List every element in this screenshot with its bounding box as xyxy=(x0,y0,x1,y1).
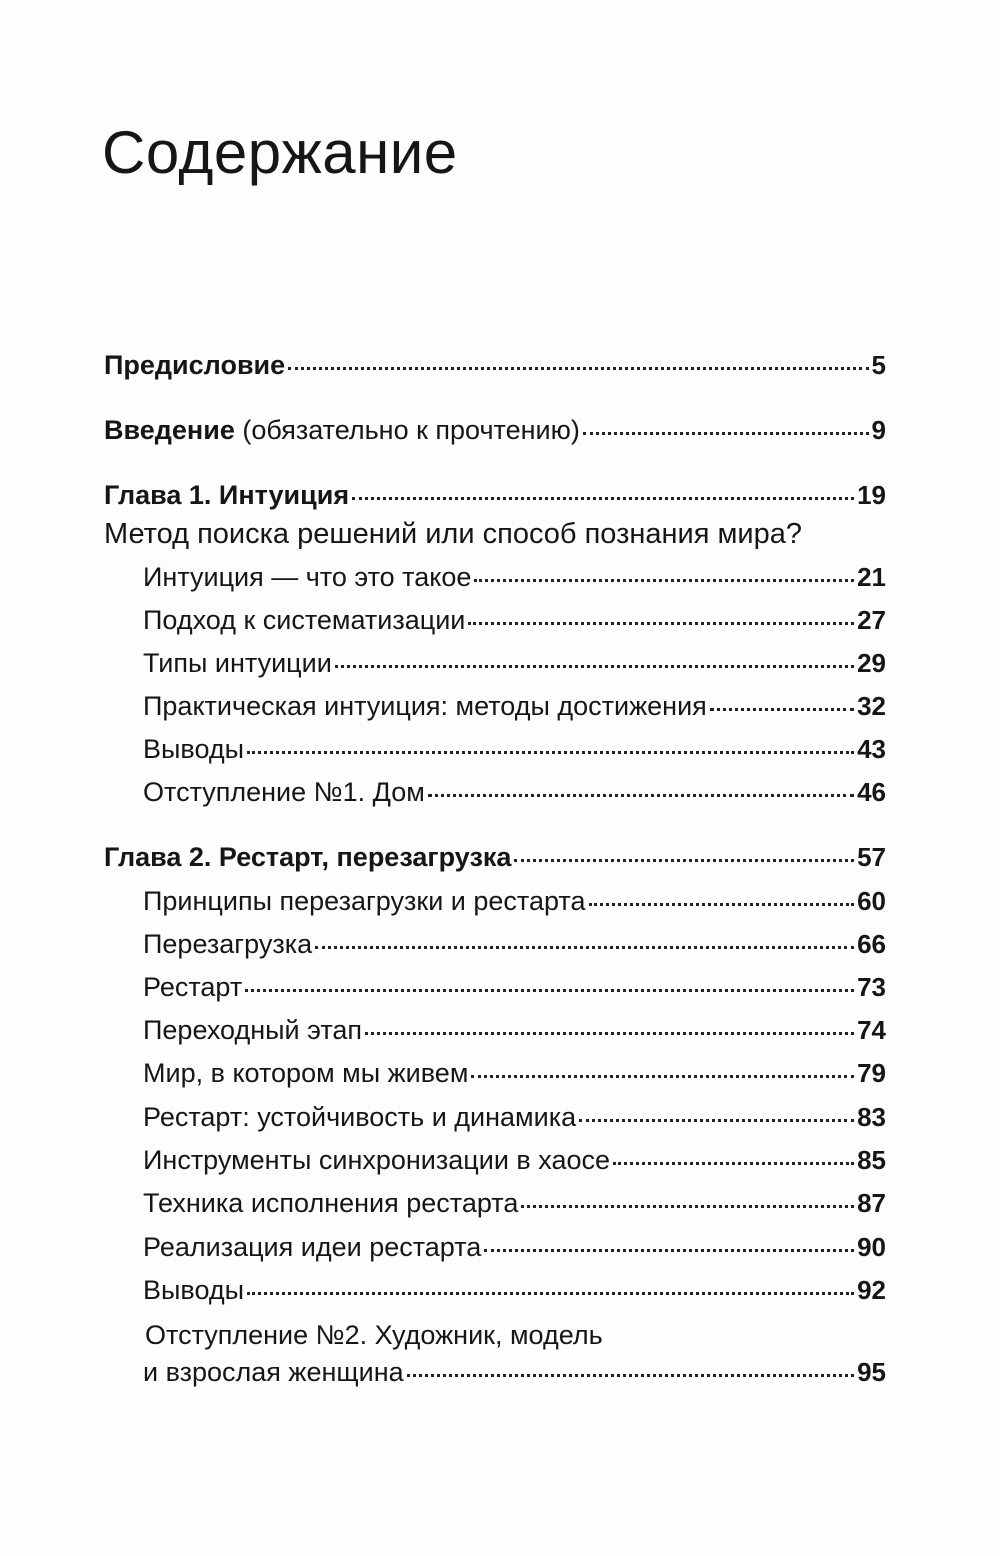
dot-leader xyxy=(407,1374,854,1377)
toc-entry-label: Подход к систематизации xyxy=(143,605,466,635)
toc-subentry[interactable] xyxy=(143,693,886,720)
toc-entry-label: Глава 1. Интуиция xyxy=(104,480,350,510)
toc-entry-label: Глава 2. Рестарт, перезагрузка xyxy=(104,842,512,872)
toc-entry-chapter-1[interactable] xyxy=(104,482,886,509)
toc-entry-label: Реализация идеи рестарта xyxy=(143,1232,482,1262)
toc-subentry-line-1[interactable]: Отступление №2. Художник, модель xyxy=(145,1320,603,1350)
toc-page-number: 95 xyxy=(857,1357,886,1387)
toc-entry-label: Принципы перезагрузки и рестарта xyxy=(143,886,586,916)
dot-leader xyxy=(247,751,854,754)
toc-entry-chapter-2[interactable] xyxy=(104,844,886,871)
toc-subentry[interactable] xyxy=(143,564,886,591)
dot-leader xyxy=(365,1032,854,1035)
toc-entry-introduction[interactable] xyxy=(104,417,886,444)
dot-leader xyxy=(710,708,854,711)
toc-subentry[interactable] xyxy=(143,607,886,634)
toc-page-number: 74 xyxy=(857,1015,886,1045)
dot-leader xyxy=(521,1205,854,1208)
toc-page-number: 19 xyxy=(857,480,886,510)
toc-entry-label: Интуиция — что это такое xyxy=(143,562,472,592)
dot-leader xyxy=(589,903,855,906)
toc-entry-label: Отступление №1. Дом xyxy=(143,777,425,807)
page-title: Содержание xyxy=(102,119,458,186)
dot-leader xyxy=(428,794,854,797)
toc-subentry[interactable] xyxy=(143,1234,886,1261)
dot-leader xyxy=(579,1119,854,1122)
toc-page-number: 5 xyxy=(871,350,886,380)
toc-page-number: 9 xyxy=(871,415,886,445)
toc-subentry[interactable] xyxy=(143,1060,886,1087)
toc-entry-label: Выводы xyxy=(143,734,245,764)
toc-page-number: 90 xyxy=(857,1232,886,1262)
toc-entry-label: Перезагрузка xyxy=(143,929,313,959)
toc-subentry[interactable] xyxy=(143,1147,886,1174)
toc-subentry[interactable] xyxy=(143,1190,886,1217)
chapter-1-subtitle: Метод поиска решений или способ познания мира? xyxy=(104,518,803,550)
toc-page-number: 87 xyxy=(857,1188,886,1218)
toc-entry-label: Выводы xyxy=(143,1275,245,1305)
toc-entry-label: Инструменты синхронизации в хаосе xyxy=(143,1145,610,1175)
dot-leader xyxy=(613,1162,854,1165)
dot-leader xyxy=(352,497,854,500)
dot-leader xyxy=(245,989,854,992)
toc-entry-label xyxy=(104,417,580,444)
toc-entry-label: Переходный этап xyxy=(143,1015,363,1045)
toc-entry-label: Техника исполнения рестарта xyxy=(143,1188,519,1218)
toc-entry-preface[interactable] xyxy=(104,352,886,379)
dot-leader xyxy=(335,665,854,668)
dot-leader xyxy=(583,432,869,435)
toc-subentry[interactable] xyxy=(143,1359,886,1386)
toc-entry-label: Предисловие xyxy=(104,350,286,380)
toc-subentry[interactable] xyxy=(143,1104,886,1131)
toc-page-number: 73 xyxy=(857,972,886,1002)
toc-page-number: 46 xyxy=(857,777,886,807)
dot-leader xyxy=(247,1292,854,1295)
toc-subentry[interactable] xyxy=(143,888,886,915)
toc-entry-label: Рестарт: устойчивость и динамика xyxy=(143,1102,577,1132)
dot-leader xyxy=(484,1249,854,1252)
toc-subentry[interactable] xyxy=(143,1017,886,1044)
toc-page-number: 29 xyxy=(857,648,886,678)
toc-page-number: 27 xyxy=(857,605,886,635)
toc-entry-title: Введение xyxy=(104,415,235,445)
toc-page-number: 43 xyxy=(857,734,886,764)
toc-entry-note: (обязательно к прочтению) xyxy=(242,415,580,445)
toc-entry-label: Мир, в котором мы живем xyxy=(143,1058,469,1088)
toc-subentry[interactable] xyxy=(143,736,886,763)
toc-subentry[interactable] xyxy=(143,779,886,806)
toc-page-number: 21 xyxy=(857,562,886,592)
toc-page-number: 83 xyxy=(857,1102,886,1132)
toc-entry-label: Типы интуиции xyxy=(143,648,332,678)
toc-page-number: 32 xyxy=(857,691,886,721)
dot-leader xyxy=(468,622,854,625)
toc-entry-label: Рестарт xyxy=(143,972,243,1002)
toc-entry-label: и взрослая женщина xyxy=(143,1357,404,1387)
toc-page-number: 79 xyxy=(857,1058,886,1088)
toc-subentry[interactable] xyxy=(143,974,886,1001)
toc-entry-label: Практическая интуиция: методы достижения xyxy=(143,691,707,721)
toc-page-number: 85 xyxy=(857,1145,886,1175)
dot-leader xyxy=(514,859,854,862)
toc-subentry[interactable] xyxy=(143,650,886,677)
toc-page-number: 57 xyxy=(857,842,886,872)
toc-page-number: 60 xyxy=(857,886,886,916)
dot-leader xyxy=(315,946,854,949)
dot-leader xyxy=(288,367,868,370)
toc-subentry[interactable] xyxy=(143,1277,886,1304)
dot-leader xyxy=(474,579,854,582)
dot-leader xyxy=(471,1075,854,1078)
toc-subentry[interactable] xyxy=(143,931,886,958)
toc-page-number: 66 xyxy=(857,929,886,959)
toc-page-number: 92 xyxy=(857,1275,886,1305)
